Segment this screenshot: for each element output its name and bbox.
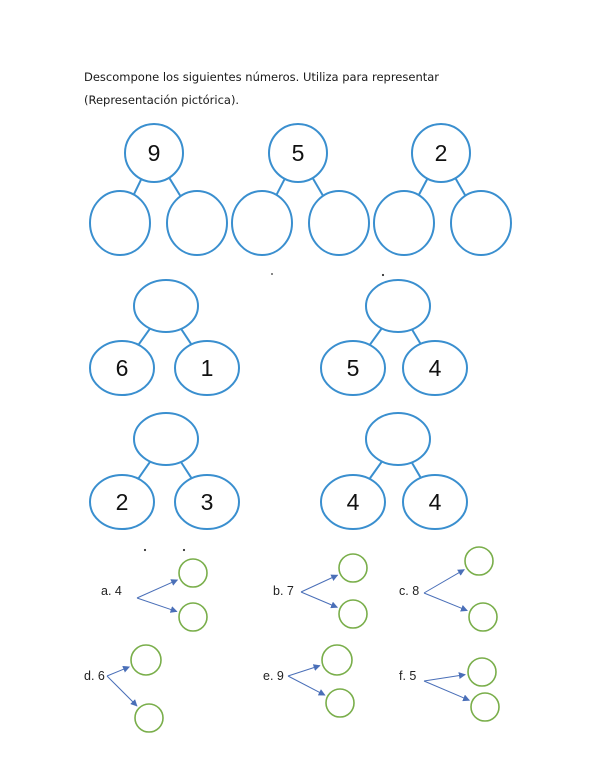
arrow — [288, 676, 325, 695]
stray-dot — [382, 274, 384, 276]
bond-number: 2 — [115, 489, 129, 515]
bond-connector — [138, 462, 150, 479]
answer-circle[interactable] — [339, 600, 367, 628]
decompose-item — [399, 547, 497, 631]
answer-circle[interactable] — [179, 559, 207, 587]
answer-circle[interactable] — [135, 704, 163, 732]
bond-connector — [370, 328, 382, 345]
answer-circle[interactable] — [471, 693, 499, 721]
bond-part-circle[interactable] — [232, 191, 292, 255]
bond-connector — [134, 179, 142, 195]
bond-number: 4 — [428, 355, 442, 381]
answer-circle[interactable] — [179, 603, 207, 631]
answer-circle[interactable] — [339, 554, 367, 582]
decompose-item — [101, 559, 207, 631]
stray-dot — [144, 549, 146, 551]
bond-part-circle[interactable] — [374, 191, 434, 255]
number-bond — [232, 124, 369, 255]
bond-number: 5 — [291, 140, 305, 166]
decompose-item — [263, 645, 354, 717]
bond-part-circle[interactable] — [90, 191, 150, 255]
bond-number: 1 — [200, 355, 214, 381]
number-bond — [90, 124, 227, 255]
arrow — [301, 592, 337, 607]
arrow — [107, 676, 137, 706]
bond-number: 6 — [115, 355, 129, 381]
number-bond — [321, 280, 467, 395]
bond-whole-circle[interactable] — [366, 413, 430, 465]
arrow — [424, 675, 465, 681]
number-bond — [374, 124, 511, 255]
bond-connector — [455, 178, 465, 195]
bond-connector — [181, 462, 192, 478]
bond-whole-circle[interactable] — [134, 280, 198, 332]
arrow — [424, 593, 467, 611]
bond-connector — [412, 329, 421, 343]
arrow — [301, 575, 338, 592]
bond-connector — [138, 329, 150, 345]
arrow — [107, 667, 129, 676]
answer-circle[interactable] — [322, 645, 352, 675]
arrow — [137, 598, 177, 612]
bond-connector — [412, 462, 421, 477]
item-label: a. 4 — [101, 584, 122, 598]
item-label: d. 6 — [84, 669, 105, 683]
bond-connector — [370, 461, 382, 478]
stray-dot — [271, 273, 273, 275]
decompose-item — [273, 554, 367, 628]
bond-connector — [169, 178, 180, 197]
answer-circle[interactable] — [468, 658, 496, 686]
bond-number: 2 — [434, 140, 448, 166]
bond-number: 3 — [200, 489, 214, 515]
item-label: e. 9 — [263, 669, 284, 683]
decompose-item — [84, 645, 163, 732]
stray-dot — [183, 549, 185, 551]
bond-whole-circle[interactable] — [134, 413, 198, 465]
answer-circle[interactable] — [326, 689, 354, 717]
number-bond — [90, 280, 239, 395]
bond-number: 4 — [346, 489, 360, 515]
bond-part-circle[interactable] — [451, 191, 511, 255]
item-label: b. 7 — [273, 584, 294, 598]
item-label: f. 5 — [399, 669, 417, 683]
decompose-item — [399, 658, 499, 721]
number-bond — [321, 413, 467, 529]
arrow — [288, 666, 320, 676]
instruction-text: Descompone los siguientes números. Utiliza para representar (Representación pictórica). — [84, 70, 440, 107]
bond-part-circle[interactable] — [167, 191, 227, 255]
answer-circle[interactable] — [131, 645, 161, 675]
bond-connector — [276, 179, 284, 195]
answer-circle[interactable] — [465, 547, 493, 575]
answer-circle[interactable] — [469, 603, 497, 631]
item-label: c. 8 — [399, 584, 420, 598]
arrow — [424, 681, 469, 700]
arrow — [424, 570, 464, 593]
bond-part-circle[interactable] — [309, 191, 369, 255]
bond-connector — [181, 329, 191, 345]
bond-connector — [419, 179, 428, 195]
bond-number: 9 — [147, 140, 161, 166]
bond-connector — [313, 178, 323, 196]
number-bond — [90, 413, 239, 529]
bond-whole-circle[interactable] — [366, 280, 430, 332]
arrow — [137, 580, 177, 598]
bond-number: 4 — [428, 489, 442, 515]
bond-number: 5 — [346, 355, 360, 381]
